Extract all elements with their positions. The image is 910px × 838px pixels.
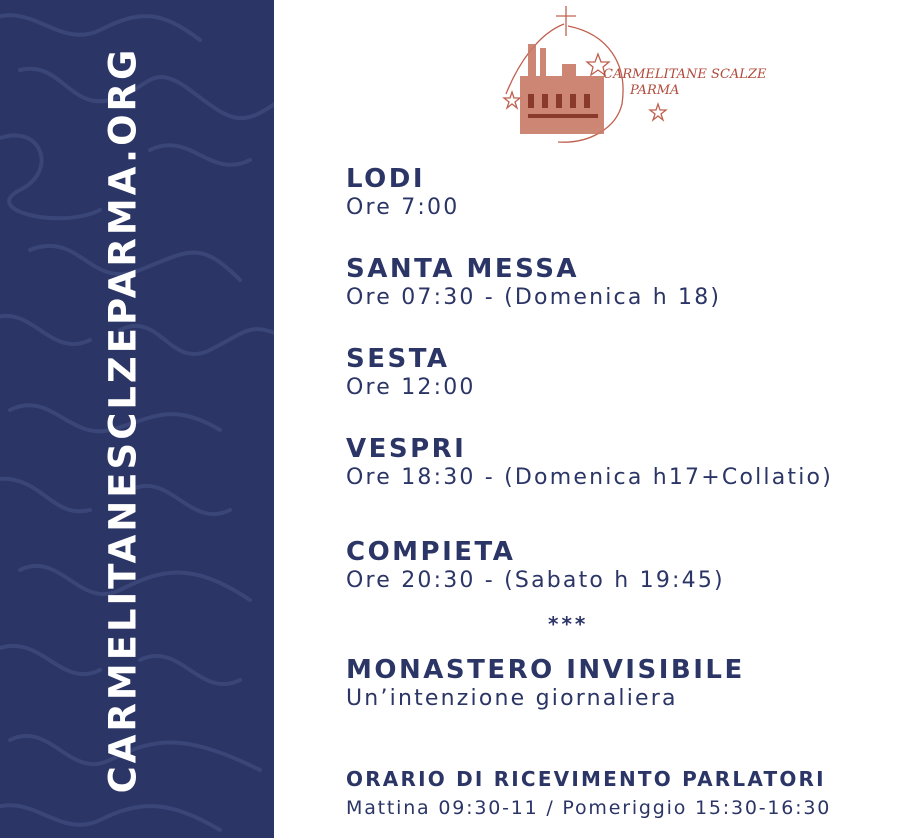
schedule-title: SANTA MESSA: [346, 254, 580, 284]
schedule-time: Ore 12:00: [346, 375, 476, 400]
parlatori-hours: Mattina 09:30-11 / Pomeriggio 15:30-16:30: [346, 797, 832, 819]
schedule-item-sesta: [346, 344, 476, 402]
monastero-invisibile: [346, 655, 745, 713]
schedule-item-lodi: [346, 164, 459, 222]
schedule-title: SESTA: [346, 344, 450, 374]
logo-line2: PARMA: [630, 83, 680, 98]
monastery-logo: [498, 4, 773, 146]
separator-stars: ***: [548, 612, 589, 636]
monastero-title: MONASTERO INVISIBILE: [346, 655, 745, 685]
parlatori-title: ORARIO DI RICEVIMENTO PARLATORI: [346, 767, 826, 791]
schedule-title: COMPIETA: [346, 537, 516, 567]
schedule-item-santa-messa: [346, 254, 721, 312]
schedule-time: Ore 20:30 - (Sabato h 19:45): [346, 568, 725, 593]
sidebar: [0, 0, 274, 838]
schedule-item-vespri: [346, 434, 833, 492]
schedule-title: LODI: [346, 164, 425, 194]
schedule-time: Ore 7:00: [346, 195, 460, 220]
monastery-illustration: [498, 4, 773, 146]
parlatori-section: [346, 765, 831, 823]
schedule-item-compieta: [346, 537, 725, 595]
logo-line1: CARMELITANE SCALZE: [603, 67, 767, 82]
schedule-title: VESPRI: [346, 434, 467, 464]
monastero-subtitle: Un’intenzione giornaliera: [346, 686, 678, 711]
schedule-time: Ore 18:30 - (Domenica h17+Collatio): [346, 465, 833, 490]
schedule-time: Ore 07:30 - (Domenica h 18): [346, 285, 722, 310]
website-url[interactable]: CARMELITANESCLZEPARMA.ORG: [101, 46, 145, 794]
